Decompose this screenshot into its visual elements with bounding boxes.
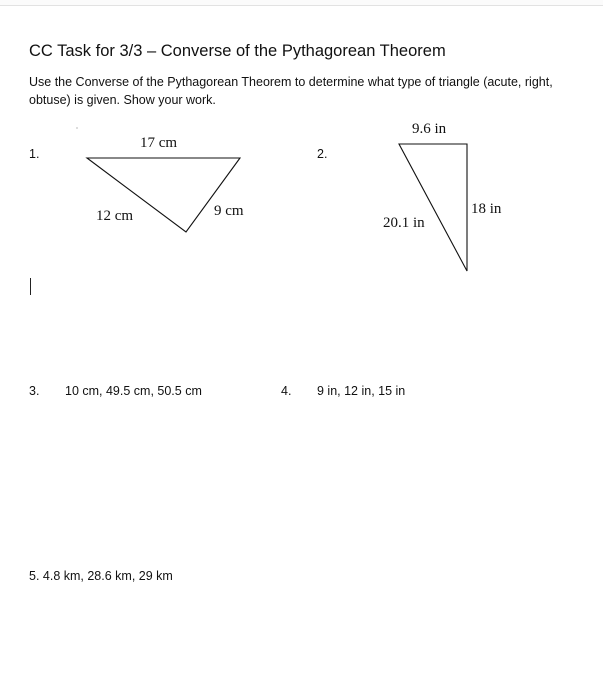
problem-3-number: 3. — [29, 384, 40, 398]
problem-1-label-top: 17 cm — [140, 135, 178, 151]
problem-2-triangle — [399, 144, 467, 271]
problem-1-number: 1. — [29, 147, 40, 161]
problem-3-text: 10 cm, 49.5 cm, 50.5 cm — [65, 384, 202, 398]
text-cursor — [30, 278, 31, 295]
problem-1-triangle — [87, 158, 240, 232]
problem-1-label-right: 9 cm — [214, 203, 244, 219]
problem-5-text: 5. 4.8 km, 28.6 km, 29 km — [29, 569, 173, 583]
worksheet-title: CC Task for 3/3 – Converse of the Pythagorean Theorem — [29, 42, 446, 60]
problem-2-label-right: 18 in — [471, 201, 502, 217]
problem-2-number: 2. — [317, 147, 328, 161]
stray-mark — [76, 127, 77, 128]
problem-2-label-hypotenuse: 20.1 in — [383, 215, 425, 231]
problem-4-number: 4. — [281, 384, 292, 398]
instructions: Use the Converse of the Pythagorean Theorem to determine what type of triangle (acute, right, obtuse) is given. Show your work. — [29, 75, 553, 107]
problem-4-text: 9 in, 12 in, 15 in — [317, 384, 406, 398]
problem-1-label-left: 12 cm — [96, 208, 134, 224]
problem-2-label-top: 9.6 in — [412, 121, 447, 137]
